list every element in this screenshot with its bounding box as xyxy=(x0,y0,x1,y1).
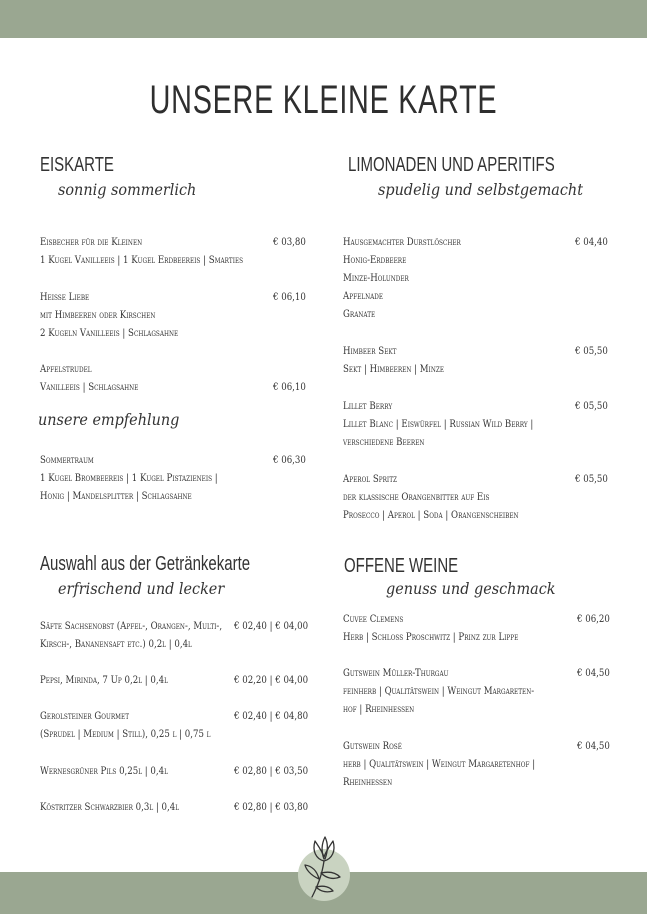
menu-item: Gerolsteiner Gourmet (Sprudel | Medium | Still), 0,25 l | 0,75 l € 02,40 | € 04,80 xyxy=(40,710,309,740)
menu-item: Wernesgrüner Pils 0,25l | 0,4l € 02,80 | € 03,50 xyxy=(40,765,309,777)
menu-item: Apfelstrudel Vanilleeis | Schlagsahne € 06,10 xyxy=(40,363,306,393)
limonaden-heading: LIMONADEN UND APERITIFS xyxy=(348,154,555,176)
page-title: UNSERE KLEINE KARTE xyxy=(149,78,498,122)
flower-icon xyxy=(288,835,358,901)
eiskarte-subtitle: sonnig sommerlich xyxy=(58,180,197,199)
menu-item: Gutswein Rosé herb | Qualitätswein | Weingut Margaretenhof | Rheinhessen € 04,50 xyxy=(343,740,610,788)
menu-item: Eisbecher für die Kleinen 1 Kugel Vanilleeis | 1 Kugel Erdbeereis | Smarties € 03,80 xyxy=(40,236,306,266)
menu-item: Heiße Liebe mit Himbeeren oder Kirschen 2 Kugeln Vanilleeis | Schlagsahne € 06,10 xyxy=(40,291,306,339)
limonaden-subtitle: spudelig und selbstgemacht xyxy=(378,180,583,199)
getraenke-subtitle: erfrischend und lecker xyxy=(58,579,225,598)
eiskarte-heading: EISKARTE xyxy=(40,154,114,176)
getraenke-heading: Auswahl aus der Getränkekarte xyxy=(40,553,251,575)
menu-item: Gutswein Müller-Thurgau feinherb | Qualitätswein | Weingut Margareten- hof | Rheinhessen € 04,50 xyxy=(343,667,610,715)
menu-item: Himbeer Sekt Sekt | Himbeeren | Minze € 05,50 xyxy=(343,345,608,375)
menu-item: Pepsi, Mirinda, 7 Up 0,2l | 0,4l € 02,20 | € 04,00 xyxy=(40,674,309,686)
menu-item: Sommertraum 1 Kugel Brombeereis | 1 Kugel Pistazieneis | Honig | Mandelsplitter | Schlagsahne € 06,30 xyxy=(40,454,306,502)
weine-subtitle: genuss und geschmack xyxy=(386,579,556,598)
menu-item: Aperol Spritz der klassische Orangenbitter auf Eis Prosecco | Aperol | Soda | Orangenscheiben € 05,50 xyxy=(343,473,608,521)
menu-item: Köstritzer Schwarzbier 0,3l | 0,4l € 02,80 | € 03,80 xyxy=(40,801,309,813)
header-band xyxy=(0,0,647,38)
menu-item: Säfte Sachsenobst (Apfel-, Orangen-, Multi-, Kirsch-, Bananensaft etc.) 0,2l | 0,4l € 02,40 | € 04,00 xyxy=(40,620,309,650)
menu-item: Hausgemachter Durstlöscher Honig-Erdbeere Minze-Holunder Apfelnade Granate € 04,40 xyxy=(343,236,608,320)
recommend-heading: unsere empfehlung xyxy=(38,410,180,429)
menu-item: Cuvee Clemens Herb | Schloss Proschwitz | Prinz zur Lippe € 06,20 xyxy=(343,613,610,643)
menu-item: Lillet Berry Lillet Blanc | Eiswürfel | Russian Wild Berry | verschiedene Beeren € 05,50 xyxy=(343,400,608,448)
weine-heading: OFFENE WEINE xyxy=(344,555,459,577)
